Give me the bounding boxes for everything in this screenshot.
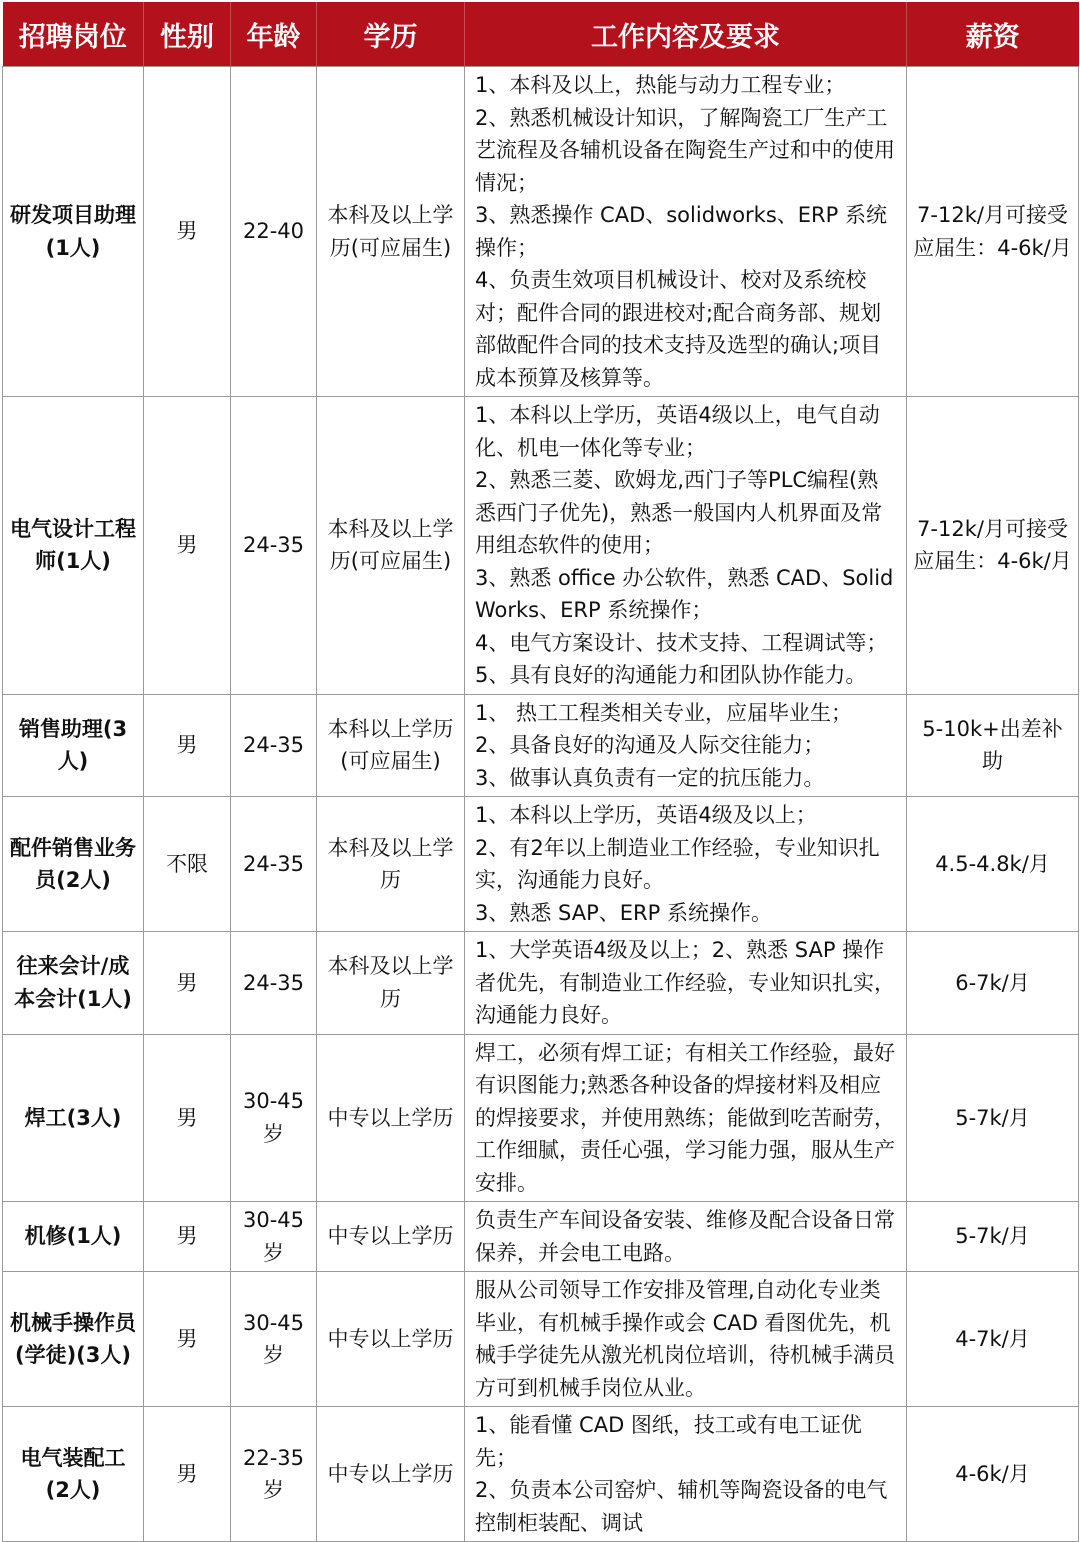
position-cell: 研发项目助理(1人) [3, 67, 144, 397]
gender-cell: 男 [144, 694, 231, 797]
duty-line: 2、熟悉机械设计知识，了解陶瓷工厂生产工艺流程及各辅机设备在陶瓷生产过和中的使用情况； [475, 105, 895, 195]
table-body [3, 67, 1079, 1542]
salary-cell: 7-12k/月可接受应届生：4-6k/月 [907, 397, 1079, 695]
education-cell: 中专以上学历 [317, 1202, 465, 1272]
duty-line: 1、 热工工程类相关专业，应届毕业生； [475, 700, 853, 725]
position-cell: 机修(1人) [3, 1202, 144, 1272]
salary-cell: 4-7k/月 [907, 1272, 1079, 1407]
position-cell: 电气装配工(2人) [3, 1407, 144, 1542]
duties-cell [465, 1034, 907, 1202]
age-cell: 24-35 [231, 694, 317, 797]
table-row [3, 1407, 1079, 1542]
duty-line: 2、具备良好的沟通及人际交往能力； [475, 733, 825, 757]
duty-line: 1、能看懂 CAD 图纸，技工或有电工证优先； [475, 1413, 862, 1470]
duties-cell [465, 67, 907, 397]
table-row [3, 932, 1079, 1035]
age-cell: 30-45岁 [231, 1034, 317, 1202]
duties-cell [465, 797, 907, 932]
salary-cell: 5-10k+出差补助 [907, 694, 1079, 797]
education-cell: 中专以上学历 [317, 1407, 465, 1542]
age-cell: 24-35 [231, 397, 317, 695]
duties-cell [465, 1202, 907, 1272]
table-row [3, 397, 1079, 695]
duty-line: 1、本科以上学历，英语4级及以上； [475, 803, 817, 827]
salary-cell: 6-7k/月 [907, 932, 1079, 1035]
duty-line: 2、熟悉三菱、欧姆龙,西门子等PLC编程(熟悉西门子优先)，熟悉一般国内人机界面及常用组态软件的使用； [475, 468, 883, 557]
duty-line: 4、电气方案设计、技术支持、工程调试等； [475, 630, 888, 655]
duty-line: 1、本科以上学历，英语4级以上，电气自动化、机电一体化等专业； [475, 403, 880, 460]
duty-line: 3、熟悉 office 办公软件，熟悉 CAD、SolidWorks、ERP 系统操作； [475, 565, 894, 622]
education-cell: 中专以上学历 [317, 1272, 465, 1407]
education-cell: 本科及以上学历(可应届生) [317, 67, 465, 397]
education-cell: 本科以上学历(可应届生) [317, 694, 465, 797]
age-cell: 22-40 [231, 67, 317, 397]
salary-cell: 4-6k/月 [907, 1407, 1079, 1542]
education-cell: 本科及以上学历 [317, 932, 465, 1035]
gender-cell: 男 [144, 1034, 231, 1202]
gender-cell: 男 [144, 67, 231, 397]
position-cell: 配件销售业务员(2人) [3, 797, 144, 932]
duty-line: 焊工，必须有焊工证；有相关工作经验，最好有识图能力;熟悉各种设备的焊接材料及相应的焊接要求，并使用熟练；能做到吃苦耐劳，工作细腻，责任心强，学习能力强，服从生产安排。 [475, 1040, 895, 1195]
gender-cell: 男 [144, 1202, 231, 1272]
duty-line: 2、负责本公司窑炉、辅机等陶瓷设备的电气控制柜装配、调试 [475, 1478, 888, 1535]
header-age: 年龄 [231, 2, 317, 67]
table-row [3, 1272, 1079, 1407]
table-header-row [3, 2, 1079, 67]
age-cell: 24-35 [231, 797, 317, 932]
salary-cell: 7-12k/月可接受应届生：4-6k/月 [907, 67, 1079, 397]
position-cell: 焊工(3人) [3, 1034, 144, 1202]
salary-cell: 5-7k/月 [907, 1034, 1079, 1202]
header-education: 学历 [317, 2, 465, 67]
table-row [3, 1034, 1079, 1202]
table-row [3, 67, 1079, 397]
age-cell: 22-35岁 [231, 1407, 317, 1542]
duty-line: 5、具有良好的沟通能力和团队协作能力。 [475, 663, 867, 687]
recruitment-table [2, 2, 1079, 1542]
table-row [3, 694, 1079, 797]
duties-cell [465, 694, 907, 797]
duty-line: 1、大学英语4级及以上；2、熟悉 SAP 操作者优先，有制造业工作经验，专业知识扎实，沟通能力良好。 [475, 938, 895, 1027]
duties-cell [465, 932, 907, 1035]
header-salary: 薪资 [907, 2, 1079, 67]
table-row [3, 797, 1079, 932]
gender-cell: 男 [144, 932, 231, 1035]
duty-line: 1、本科及以上，热能与动力工程专业； [475, 73, 846, 97]
position-cell: 机械手操作员(学徒)(3人) [3, 1272, 144, 1407]
education-cell: 中专以上学历 [317, 1034, 465, 1202]
duty-line: 服从公司领导工作安排及管理,自动化专业类毕业，有机械手操作或会 CAD 看图优先，机械手学徒先从激光机岗位培训，待机械手满员方可到机械手岗位从业。 [475, 1278, 895, 1400]
duty-line: 3、熟悉操作 CAD、solidworks、ERP 系统操作； [475, 203, 887, 260]
gender-cell: 男 [144, 1407, 231, 1542]
duties-cell [465, 397, 907, 695]
duty-line: 2、有2年以上制造业工作经验，专业知识扎实，沟通能力良好。 [475, 835, 880, 892]
header-position: 招聘岗位 [3, 2, 144, 67]
position-cell: 销售助理(3人) [3, 694, 144, 797]
age-cell: 30-45岁 [231, 1202, 317, 1272]
gender-cell: 男 [144, 397, 231, 695]
salary-cell: 4.5-4.8k/月 [907, 797, 1079, 932]
age-cell: 30-45岁 [231, 1272, 317, 1407]
education-cell: 本科及以上学历 [317, 797, 465, 932]
position-cell: 往来会计/成本会计(1人) [3, 932, 144, 1035]
position-cell: 电气设计工程师(1人) [3, 397, 144, 695]
header-duties: 工作内容及要求 [465, 2, 907, 67]
duty-line: 3、做事认真负责有一定的抗压能力。 [475, 765, 825, 790]
duties-cell [465, 1407, 907, 1542]
table-row [3, 1202, 1079, 1272]
education-cell: 本科及以上学历(可应届生) [317, 397, 465, 695]
header-gender: 性别 [144, 2, 231, 67]
salary-cell: 5-7k/月 [907, 1202, 1079, 1272]
age-cell: 24-35 [231, 932, 317, 1035]
duties-cell [465, 1272, 907, 1407]
gender-cell: 男 [144, 1272, 231, 1407]
duty-line: 4、负责生效项目机械设计、校对及系统校对；配件合同的跟进校对;配合商务部、规划部做配件合同的技术支持及选型的确认;项目成本预算及核算等。 [475, 268, 882, 390]
duty-line: 3、熟悉 SAP、ERP 系统操作。 [475, 900, 772, 925]
duty-line: 负责生产车间设备安装、维修及配合设备日常保养，并会电工电路。 [475, 1208, 895, 1265]
gender-cell: 不限 [144, 797, 231, 932]
